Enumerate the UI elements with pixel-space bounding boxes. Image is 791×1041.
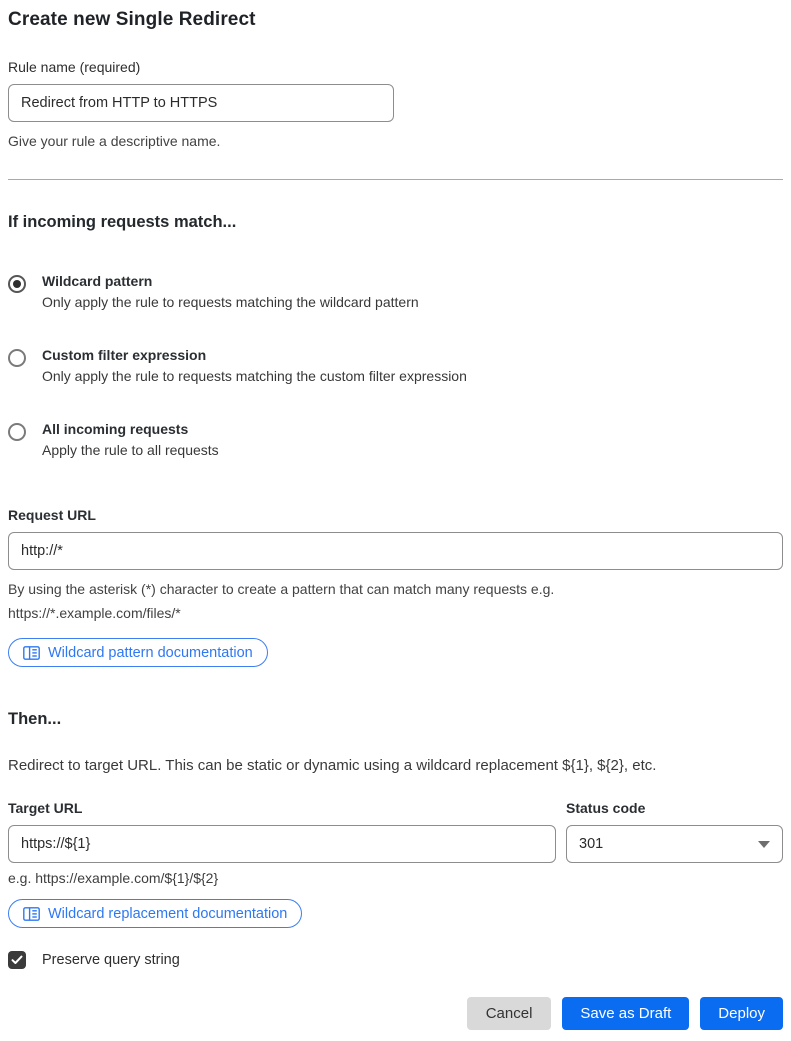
status-code-label: Status code	[566, 800, 646, 816]
radio-unselected-icon[interactable]	[8, 423, 26, 441]
target-url-input[interactable]	[8, 825, 556, 863]
status-code-select[interactable]	[566, 825, 783, 863]
radio-unselected-icon[interactable]	[8, 349, 26, 367]
footer-actions	[8, 997, 783, 1030]
preserve-query-row[interactable]	[8, 951, 783, 969]
checkbox-checked-icon[interactable]	[8, 951, 26, 969]
preserve-query-label: Preserve query string	[42, 952, 180, 968]
deploy-button[interactable]: Deploy	[700, 997, 783, 1030]
rule-name-label: Rule name (required)	[8, 59, 141, 75]
rule-name-input[interactable]	[8, 84, 394, 122]
rule-name-help: Give your rule a descriptive name.	[8, 133, 221, 149]
radio-label: All incoming requests	[42, 421, 189, 437]
request-url-input[interactable]	[8, 532, 783, 570]
status-code-value: 301	[579, 836, 604, 852]
save-as-draft-button[interactable]: Save as Draft	[562, 997, 689, 1030]
create-single-redirect-form	[0, 9, 791, 1030]
match-section-heading: If incoming requests match...	[8, 213, 237, 231]
target-url-help: e.g. https://example.com/${1}/${2}	[8, 870, 219, 886]
target-url-label: Target URL	[8, 800, 83, 816]
request-url-label: Request URL	[8, 507, 96, 523]
radio-selected-icon[interactable]	[8, 275, 26, 293]
radio-option-custom-filter[interactable]	[8, 347, 783, 384]
radio-description: Only apply the rule to requests matching the custom filter expression	[42, 368, 467, 384]
cancel-button[interactable]: Cancel	[467, 997, 552, 1030]
wildcard-replacement-doc-button[interactable]	[8, 899, 302, 928]
chevron-down-icon	[758, 841, 770, 848]
match-radio-group	[8, 273, 783, 458]
wildcard-pattern-doc-button[interactable]	[8, 638, 268, 667]
then-description: Redirect to target URL. This can be static or dynamic using a wildcard replacement ${1}, ${2}, etc.	[8, 757, 657, 774]
book-icon	[23, 646, 40, 660]
radio-description: Apply the rule to all requests	[42, 442, 219, 458]
section-divider	[8, 179, 783, 180]
page-title: Create new Single Redirect	[8, 9, 256, 30]
doc-button-label: Wildcard replacement documentation	[48, 905, 288, 922]
radio-label: Custom filter expression	[42, 347, 207, 363]
radio-option-wildcard-pattern[interactable]	[8, 273, 783, 310]
request-url-help: By using the asterisk (*) character to create a pattern that can match many requests e.g. https://*.example.com/files/*	[8, 581, 555, 621]
radio-description: Only apply the rule to requests matching the wildcard pattern	[42, 294, 419, 310]
radio-option-all-requests[interactable]	[8, 421, 783, 458]
doc-button-label: Wildcard pattern documentation	[48, 644, 253, 661]
radio-label: Wildcard pattern	[42, 273, 153, 289]
target-row	[8, 800, 783, 863]
then-section-heading: Then...	[8, 710, 62, 728]
book-icon	[23, 907, 40, 921]
